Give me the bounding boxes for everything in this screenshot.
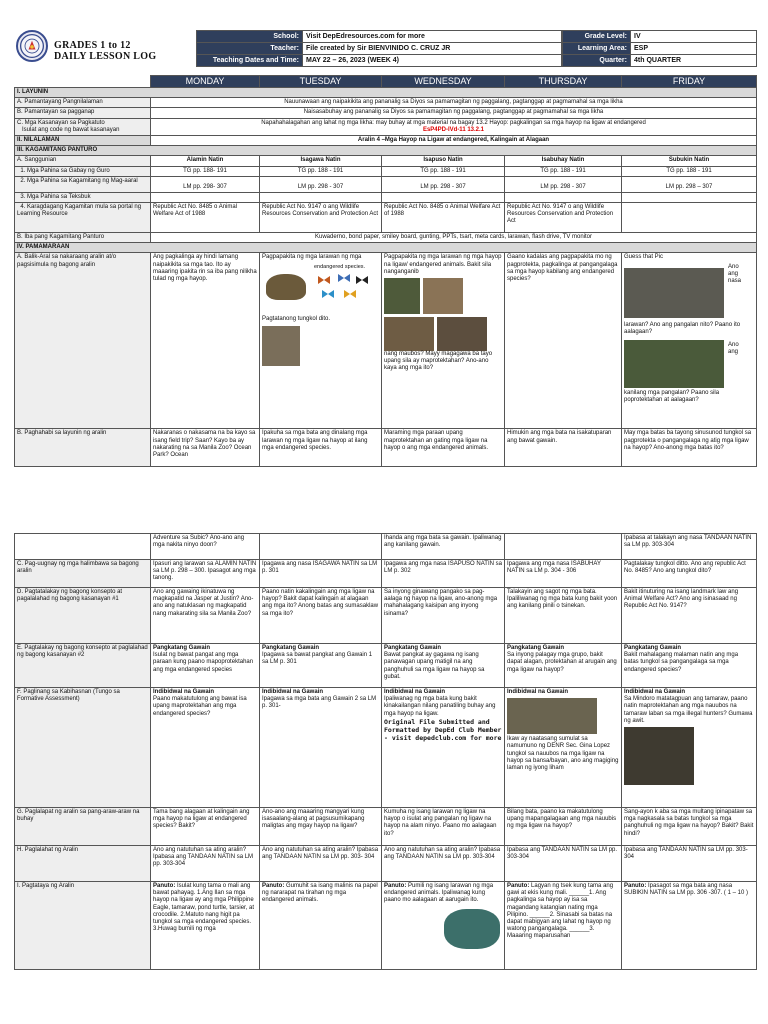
ri-label: I. Pagtataya ng Aralin: [15, 882, 151, 970]
rf-thursday-t: Ikaw ay naatasang sumulat sa namumuno ng DENR Sec. Gina Lopez tungkol sa nauubos na mga ligaw na hayop sa bansa/bayan, ano ang magiging laman ng iyong liham: [507, 736, 619, 772]
ra-friday-text3: kanilang mga pangalan? Paano sila poprotektahan at aalagaan?: [624, 390, 720, 404]
row-b-value: Naisasabuhay ang pananalig sa Diyos sa pamamagitan ng paggalang, pagtanggap at pagmamahal sa mga likha: [151, 108, 757, 118]
lm-1: LM pp. 298- 307: [151, 176, 260, 192]
s4-text: 4. Karagdagang Kagamitan mula sa portal ng Learning Resource: [17, 204, 142, 218]
rf-monday-t: Paano makatutulong ang bawat isa upang maprotektahan ang mga endangered species?: [153, 696, 247, 717]
day-thursday: THURSDAY: [505, 76, 622, 88]
re-monday: [151, 644, 260, 688]
s3-label: [15, 192, 151, 202]
s3-text: 3. Mga Pahina sa Teksbuk: [20, 193, 91, 200]
ri-friday-h: Panuto:: [624, 883, 647, 889]
ra-thursday: Gaano kadalas ang pagpapakita mo ng pagprotekta, pagkalinga at pangangalaga sa mga hayop kabilang ang endangered species?: [505, 253, 622, 429]
ri-tuesday-t: Gumuhit sa isang malinis na papel ng nararapat na tirahan ng mga endangered animals.: [262, 883, 378, 904]
ri-monday-h: Panuto:: [153, 883, 176, 889]
row-c-label2: Isulat ang code ng bawat kasanayan: [22, 126, 120, 133]
col-title-2: Isagawa Natin: [260, 156, 382, 166]
rc-thursday: Ipagawa ang mga nasa ISABUHAY NATIN sa LM p. 304 - 306: [505, 560, 622, 588]
day-wednesday: WEDNESDAY: [382, 76, 505, 88]
dates-value: MAY 22 – 26, 2023 (WEEK 4): [303, 55, 562, 67]
tamaraw-photo: [437, 317, 487, 351]
ra-wednesday: [382, 253, 505, 429]
deped-seal-icon: [16, 30, 48, 62]
rb-label: B. Paghahabi sa layunin ng aralin: [15, 429, 151, 467]
re-monday-h: Pangkatang Gawain: [153, 645, 211, 651]
re-thursday-t: Sa inyong palagay mga grupo, bakit dapat alagan, protektahan at arugain ang mga ligaw na hayop?: [507, 652, 617, 673]
re-tuesday: [260, 644, 382, 688]
re-wednesday-h: Pangkatang Gawain: [384, 645, 442, 651]
ra-friday-text2: larawan? Ano ang pangalan nito? Paano ito aalagaan?: [624, 321, 741, 335]
ra-label: A. Balik-Aral sa nakaraang aralin at/o pagsisimula ng bagong aralin: [15, 253, 151, 429]
row-a-label: A. Pamantayang Pangnilalaman: [15, 98, 151, 108]
ra-friday-ano: Ano ang nasa: [728, 263, 742, 285]
lesson-table-part2: [14, 533, 757, 970]
area-value: ESP: [631, 43, 757, 55]
rf-tuesday-h: Indibidwal na Gawain: [262, 689, 324, 695]
lm-4: LM pp. 298 - 307: [505, 176, 622, 192]
lm-2: LM pp. 298 - 307: [260, 176, 382, 192]
rf-monday-h: Indibidwal na Gawain: [153, 689, 215, 695]
rf-wednesday-t: Ipaliwanag ng mga bata kung bakit kinakailangan nilang panatiling buhay ang mga hayop na ligaw.: [384, 696, 496, 717]
ri-tuesday-h: Panuto:: [262, 883, 285, 889]
tg-5: TG pp. 188 - 191: [622, 166, 757, 176]
eagle-photo: [423, 278, 463, 314]
ri-friday-t: Ipasagot sa mga bata ang nasa SUBIKIN NATIN sa LM pp. 306 -307. ( 1 – 10 ): [624, 883, 748, 897]
col-title-3: Isapuso Natin: [382, 156, 505, 166]
ra-tuesday: [260, 253, 382, 429]
quarter-value: 4th QUARTER: [631, 55, 757, 67]
s4-label: [15, 203, 151, 233]
grade-label: Grade Level:: [563, 31, 631, 43]
rc-wednesday: Ipagawa ang mga nasa ISAPUSO NATIN sa LM p. 302: [382, 560, 505, 588]
re-monday-t: Isulat ng bawat pangat ang mga paraan kung paano mapoprotektahan ang mga endangered species: [153, 652, 254, 673]
teacher-value: File created by Sir BIENVINIDO C. CRUZ JR: [303, 43, 562, 55]
ri-thursday: [505, 882, 622, 970]
rf-thursday-h: Indibidwal na Gawain: [507, 689, 569, 695]
corner-cell: [15, 76, 151, 88]
ra-wednesday-text: Pagpapakita ng mga larawan ng mga hayop na ligaw/ endangered animals. Bakit sila nanganganib: [384, 254, 502, 275]
ri-friday: [622, 882, 757, 970]
info-left: [196, 30, 562, 67]
rc-monday: Ipasuri ang larawan sa ALAMIN NATIN sa LM p. 298 – 300. Ipasagot ang mga tanong.: [151, 560, 260, 588]
ib-label: B. Iba pang Kagamitang Panturo: [15, 233, 151, 243]
lm-5: LM pp. 298 – 307: [622, 176, 757, 192]
re-friday-t: Bakit mahalagang malaman natin ang mga batas tungkol sa pangangalaga sa mga endangered species?: [624, 652, 739, 673]
s1-text: 1. Mga Pahina sa Gabay ng Guro: [20, 167, 110, 174]
tamaraw-photo-2: [624, 727, 694, 785]
ri-monday-t: Isulat kung tama o mali ang bawat pahayag. 1.Ang Ilan sa mga hayop na ligaw ay ang mga Philippine Eagle, tamaraw, pond turtle, tarsier, at crocodile. 2.Matuto nang higit pa tungkol sa mga endangered species. 3.Huwag bumili ng mga: [153, 883, 255, 933]
ra-friday-ano2: Ano ang: [728, 342, 739, 356]
tg-3: TG pp. 188 - 191: [382, 166, 505, 176]
row-a-value: Nauunawaan ang naipakikita ang pananalig sa Diyos sa pamamagitan ng paggalang, pagtanggap at pagmamahal sa mga likha: [151, 98, 757, 108]
rc-label: C. Pag-uugnay ng mga halimbawa sa bagong aralin: [15, 560, 151, 588]
rb2-monday: Adventure sa Subic? Ano-ano ang mga nakita ninyo doon?: [151, 534, 260, 560]
rh-thursday: Ipabasa ang TANDAAN NATIN sa LM pp. 303-304: [505, 846, 622, 882]
rb2-friday: Ipabasa at talakayn ang nasa TANDAAN NATIN sa LM pp. 303-304: [622, 534, 757, 560]
re-tuesday-h: Pangkatang Gawain: [262, 645, 320, 651]
row-c-label: [15, 118, 151, 135]
portal-1: Republic Act No. 8485 o Animal Welfare Act of 1988: [151, 203, 260, 233]
rf-tuesday: [260, 688, 382, 808]
section-layunin: I. LAYUNIN: [15, 88, 757, 98]
rb2-tuesday: [260, 534, 382, 560]
section-nilalaman: II. NILALAMAN: [15, 136, 151, 146]
ri-wednesday-t: Pumili ng isang larawan ng mga endangered animals. Ipaliwanag kung paano mo aalagaan at aarugain ito.: [384, 883, 494, 904]
rb-tuesday: Ipakuha sa mga bata ang dinalang mga larawan ng mga ligaw na hayop at ilang mga endangered species.: [260, 429, 382, 467]
row-b-label: B. Pamantayan sa pagganap: [15, 108, 151, 118]
sanggunian-label: A. Sanggunian: [15, 156, 151, 166]
brand-line1: GRADES 1 to 12: [54, 40, 131, 51]
competency-code: EsP4PD-IVd-11 13.2.1: [422, 126, 485, 133]
nilalaman-value: Aralin 4 –Mga Hayop na Ligaw at endangered, Kalingain at Alagaan: [151, 136, 757, 146]
rg-monday: Tama bang alagaan at kalingain ang mga hayop na ligaw at endangered species? Bakit?: [151, 808, 260, 846]
lesson-table-part1: [14, 75, 757, 467]
ri-monday: [151, 882, 260, 970]
endangered-species-label: endangered species.: [314, 263, 366, 270]
row-c-label1: C. Mga Kasanayan sa Pagkatuto: [17, 119, 105, 126]
rc-tuesday: Ipagawa ang nasa ISAGAWA NATIN sa LM p. 301: [260, 560, 382, 588]
turtle-photo: [266, 274, 306, 300]
ra-tuesday-text2: Pagtatanong tungkol dito.: [262, 315, 331, 322]
re-friday-h: Pangkatang Gawain: [624, 645, 682, 651]
area-label: Learning Area:: [563, 43, 631, 55]
dates-label: Teaching Dates and Time:: [197, 55, 303, 67]
rf-monday: [151, 688, 260, 808]
tarsier-photo: [384, 317, 434, 351]
rb-wednesday: Maraming mga paraan upang maprotektahan an gating mga ligaw na hayop o ang mga endangered animals.: [382, 429, 505, 467]
animal-photo: [262, 326, 300, 366]
portal-4: Republic Act No. 9147 o ang Wildlife Resources Conservation and Protection Act: [505, 203, 622, 233]
rf-label: F. Paglinang sa Kabihasnan (Tungo sa Formative Assessment): [15, 688, 151, 808]
brand-line2: DAILY LESSON LOG: [54, 51, 157, 62]
butterflies-icon: [314, 272, 374, 306]
rf-wednesday-h: Indibidwal na Gawain: [384, 689, 446, 695]
s2-label: [15, 176, 151, 192]
col-title-4: Isabuhay Natin: [505, 156, 622, 166]
competency-text: Napahahalagahan ang lahat ng mga likha: may buhay at mga material na bagay 13.2 Hayop: pagkalingan sa mga hayop na ligaw at endangered: [261, 119, 646, 126]
rf-friday-h: Indibidwal na Gawain: [624, 689, 686, 695]
ra-friday: [622, 253, 757, 429]
rd-monday: Ano ang gawaing ikinatuwa ng magkapatid na Jasper at Justin? Ano-ano ang natuklasan ng magkapatid nang makarating sila sa Manila Zoo?: [151, 588, 260, 644]
rh-monday: Ano ang natutuhan sa ating aralin? Ipabasa ang TANDAAN NATIN sa LM pp. 303-304: [151, 846, 260, 882]
bird-tamaraw-photo: [624, 340, 724, 388]
rd-wednesday: Sa inyong ginawang pangako sa pag-aalaga ng hayop na ligaw, ano-anong mga mahahalagang kaisipan ang inyong isinama?: [382, 588, 505, 644]
teacher-label: Teacher:: [197, 43, 303, 55]
rg-wednesday: Kumuha ng isang larawan ng ligaw na hayop o isulat ang pangalan ng ligaw na hayop na alam ninyo. Paano mo aalagaan ito?: [382, 808, 505, 846]
rb2-wednesday: Ihanda ang mga bata sa gawain. Ipaliwanag ang kanilang gawain.: [382, 534, 505, 560]
info-right: [562, 30, 757, 67]
rb-monday: Nakaranas o nakasama na ba kayo sa isang field trip? Saan? Kayo ba ay nakarating na sa Manila Zoo? Ocean Park? Ocean: [151, 429, 260, 467]
rg-thursday: Bilang bata, paano ka makatutulong upang mapangalagaan ang mga nauubis ng mga ligaw na hayop?: [505, 808, 622, 846]
rh-tuesday: Ano ang natutuhan sa ating aralin? Ipabasa ang TANDAAN NATIN sa LM pp. 303- 304: [260, 846, 382, 882]
rf-friday-t: Sa Mindoro matatagpuan ang tamaraw, paano natin maprotektahan ang mga nauubos na tamaraw laban sa mga illegal hunters? Gumawa ng awit.: [624, 696, 753, 724]
re-label: E. Pagtalakay ng bagong konsepto at paglalahad ng bagong kasanayan #2: [15, 644, 151, 688]
tg-1: TG pp. 188- 191: [151, 166, 260, 176]
section-kagamitan: III. KAGAMITANG PANTURO: [15, 146, 757, 156]
re-tuesday-t: Ipagawa sa bawat pangkat ang Gawain 1 sa LM p. 301: [262, 652, 373, 666]
re-wednesday: [382, 644, 505, 688]
portal-5: [622, 203, 757, 233]
day-friday: FRIDAY: [622, 76, 757, 88]
rh-label: H. Paglalahat ng Aralin: [15, 846, 151, 882]
day-tuesday: TUESDAY: [260, 76, 382, 88]
rh-wednesday: Ano ang natutuhan sa ating aralin? Ipabasa ang TANDAAN NATIN sa LM pp. 303-304: [382, 846, 505, 882]
ib-value: Kuwaderno, bond paper, smiley board, gunting, PPTs, tsart, meta cards, larawan, flash drive, TV monitor: [151, 233, 757, 243]
grade-value: IV: [631, 31, 757, 43]
portal-3: Republic Act No. 8485 o Animal Welfare Act of 1988: [382, 203, 505, 233]
s1-label: [15, 166, 151, 176]
day-monday: MONDAY: [151, 76, 260, 88]
s2-text: 2. Mga Pahina sa Kagamitang ng Mag-aaral: [20, 177, 138, 184]
col-title-5: Subukin Natin: [622, 156, 757, 166]
rd-thursday: Talakayin ang sagot ng mga bata. Ipaliliwanag ng mga bata kung bakit yoon ang kanilang pinili o tsinekan.: [505, 588, 622, 644]
rd-friday: Bakit itinuturing na isang landmark law ang Animal Welfare Act? Ano ang isinasaad ng Republic Act No. 9147?: [622, 588, 757, 644]
ra-friday-text: Guess that Pic: [624, 254, 664, 261]
re-thursday-h: Pangkatang Gawain: [507, 645, 565, 651]
ra-wednesday-text2: nang maubos? Mayy magagawa ba tayo upang sila ay maprotektahan? Ano-ano kaya ang mga ito?: [384, 351, 493, 372]
school-label: School:: [197, 31, 303, 43]
rh-friday: Ipabasa ang TANDAAN NATIN sa LM pp. 303-304: [622, 846, 757, 882]
bird-photo: [384, 278, 420, 314]
rf-wednesday: [382, 688, 505, 808]
ri-tuesday: [260, 882, 382, 970]
re-wednesday-t: Bawat pangkat ay gagawa ng isang panawagan upang matigil na ang panghuhuli sa mga ligaw na hayop sa gubat.: [384, 652, 485, 680]
ra-tuesday-text: Pagpapakita ng mga larawan ng mga: [262, 254, 362, 261]
depedclub-watermark: Original File Submitted and Formatted by DepEd Club Member - visit depedclub.com for more: [384, 717, 502, 742]
rf-thursday: [505, 688, 622, 808]
rg-label: G. Paglalapat ng aralin sa pang-araw-araw na buhay: [15, 808, 151, 846]
re-friday: [622, 644, 757, 688]
rd-tuesday: Paano natin kakalingain ang mga ligaw na hayop? Bakit dapat kalingain at alagaan ang mga ito? Anong batas ang sumasaklaw sa mga ito?: [260, 588, 382, 644]
ri-thursday-t: Lagyan ng tsek kung tama ang gawi at ekis kung mali. ______1. Ang pagkalinga sa hayop ay isa sa magandang katangian nating mga Pilipino. ______2. Sinasabi sa batas na dapat mabigyan ang lahat ng hayop ng watong pangangalaga. ______3. Maaaring maparusahan: [507, 883, 614, 940]
school-value: Visit DepEdresources.com for more: [303, 31, 562, 43]
rb-thursday: Himukin ang mga bata na isakatuparan ang bawat gawain.: [505, 429, 622, 467]
section-pamamaraan: IV. PAMAMARAAN: [15, 243, 757, 253]
rg-friday: Sang-ayon k aba sa mga multang ipinapataw sa mga nagkasala sa batas tungkol sa mga panghuhuli ng mga ligaw na hayop? Bakit? Bakit hindi?: [622, 808, 757, 846]
tapir-photo: [624, 268, 724, 318]
sea-turtle-photo: [444, 909, 500, 949]
re-thursday: [505, 644, 622, 688]
cont-label: [15, 534, 151, 560]
rb2-thursday: [505, 534, 622, 560]
ra-monday: Ang pagkalinga ay hindi lamang naipakikita sa mga tao. Ito ay maaaring ipakita rin sa iba pang nilikha tulad ng mga hayop.: [151, 253, 260, 429]
ri-wednesday-h: Panuto:: [384, 883, 407, 889]
row-c-value: [151, 118, 757, 135]
col-title-1: Alamin Natin: [151, 156, 260, 166]
rd-label: D. Pagtatalakay ng bagong konsepto at pagalalahad ng bagong kasanayan #1: [15, 588, 151, 644]
portal-2: Republic Act No. 9147 o ang Wildlife Resources Conservation and Protection Act: [260, 203, 382, 233]
ri-wednesday: [382, 882, 505, 970]
rb-friday: May mga batas ba tayong sinusunod tungkol sa pagprotekta o pangangalaga ng atig mga ligaw na hayop? Ano-anong mga batas ito?: [622, 429, 757, 467]
eagle-photo-2: [507, 698, 597, 734]
rf-friday: [622, 688, 757, 808]
rg-tuesday: Ano-ano ang maaaring mangyari kung isasaalang-alang at pagsusumikapang maligtas ang mgay hayop na ligaw?: [260, 808, 382, 846]
tg-2: TG pp. 188 - 191: [260, 166, 382, 176]
rc-friday: Pagtalakay tungkol ditto. Ano ang republic Act No. 8485? Ano ang tungkol dito?: [622, 560, 757, 588]
header: [12, 30, 757, 66]
tg-4: TG pp. 188 - 191: [505, 166, 622, 176]
lm-3: LM pp. 298 - 307: [382, 176, 505, 192]
ri-thursday-h: Panuto:: [507, 883, 530, 889]
quarter-label: Quarter:: [563, 55, 631, 67]
rf-tuesday-t: Ipagawa sa mga bata ang Gawain 2 sa LM p. 301-: [262, 696, 377, 710]
